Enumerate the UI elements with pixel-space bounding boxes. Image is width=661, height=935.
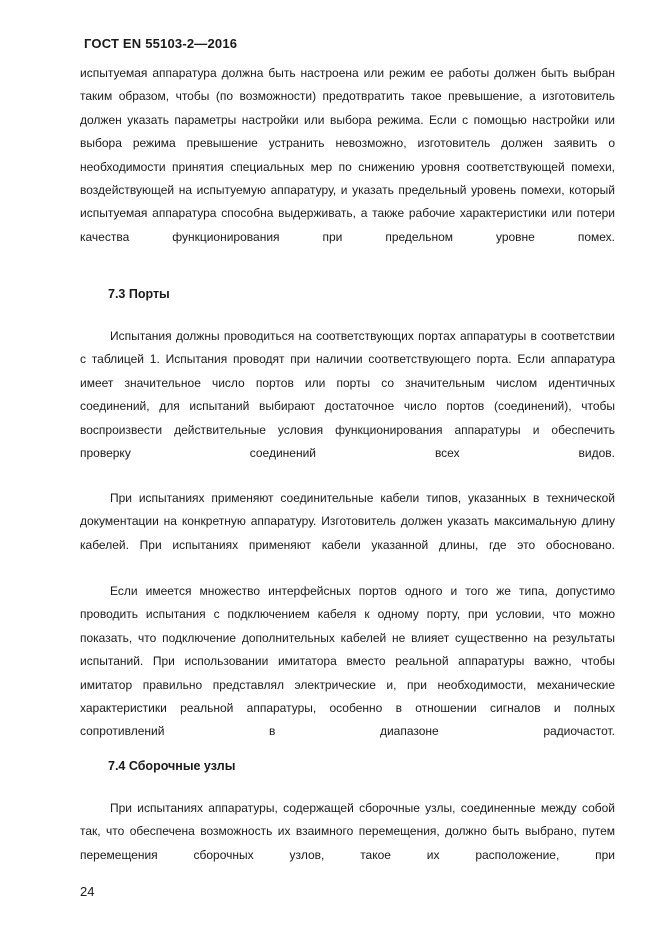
paragraph-7-3-3: Если имеется множество интерфейсных портов одного и того же типа, допустимо проводить испытания с подключением кабеля к одному порту, при условии, что можно показать, что подключение дополнительных кабелей не влияет существенно на результаты испытаний. При использовании имитатора вместо реальной аппаратуры важно, чтобы имитатор правильно представлял электрические и, при необходимости, механические характеристики реальной аппаратуры, особенно в отношении сигналов и полных сопротивлений в диапазоне радиочастот. bbox=[80, 584, 615, 739]
paragraph-7-4-1: При испытаниях аппаратуры, содержащей сборочные узлы, соединенные между собой так, что обеспечена возможность их взаимного перемещения, должно быть выбрано, путем перемещения сборочных узлов, такое их расположение, при bbox=[80, 801, 615, 862]
paragraph-7-3-1: Испытания должны проводиться на соответствующих портах аппаратуры в соответствии с таблицей 1. Испытания проводят при наличии соответствующего порта. Если аппаратура имеет значительное число портов или порты со значительным числом идентичных соединений, для испытаний выбирают достаточное число портов (соединений), чтобы воспроизвести действительные условия функционирования аппаратуры и обеспечить проверку соединений всех видов. bbox=[80, 329, 615, 461]
document-header: ГОСТ EN 55103-2—2016 bbox=[84, 36, 238, 51]
intro-paragraph: испытуемая аппаратура должна быть настроена или режим ее работы должен быть выбран таким образом, чтобы (по возможности) предотвратить такое превышение, а изготовитель должен указать параметры настройки или выбора режима. Если с помощью настройки или выбора режима превышение устранить невозможно, изготовитель должен заявить о необходимости принятия специальных мер по снижению уровня соответствующей помехи, воздействующей на испытуемую аппаратуру, и указать предельный уровень помехи, который испытуемая аппаратура способна выдерживать, а также рабочие характеристики или потери качества функционирования при предельном уровне помех. bbox=[80, 66, 615, 244]
section-heading-7-3: 7.3 Порты bbox=[108, 287, 170, 301]
section-heading-7-4: 7.4 Сборочные узлы bbox=[108, 759, 236, 773]
page-number: 24 bbox=[80, 884, 95, 899]
paragraph-7-3-2: При испытаниях применяют соединительные кабели типов, указанных в технической документации на конкретную аппаратуру. Изготовитель должен указать максимальную длину кабелей. При испытаниях применяют кабели указанной длины, где это обосновано. bbox=[80, 491, 615, 552]
